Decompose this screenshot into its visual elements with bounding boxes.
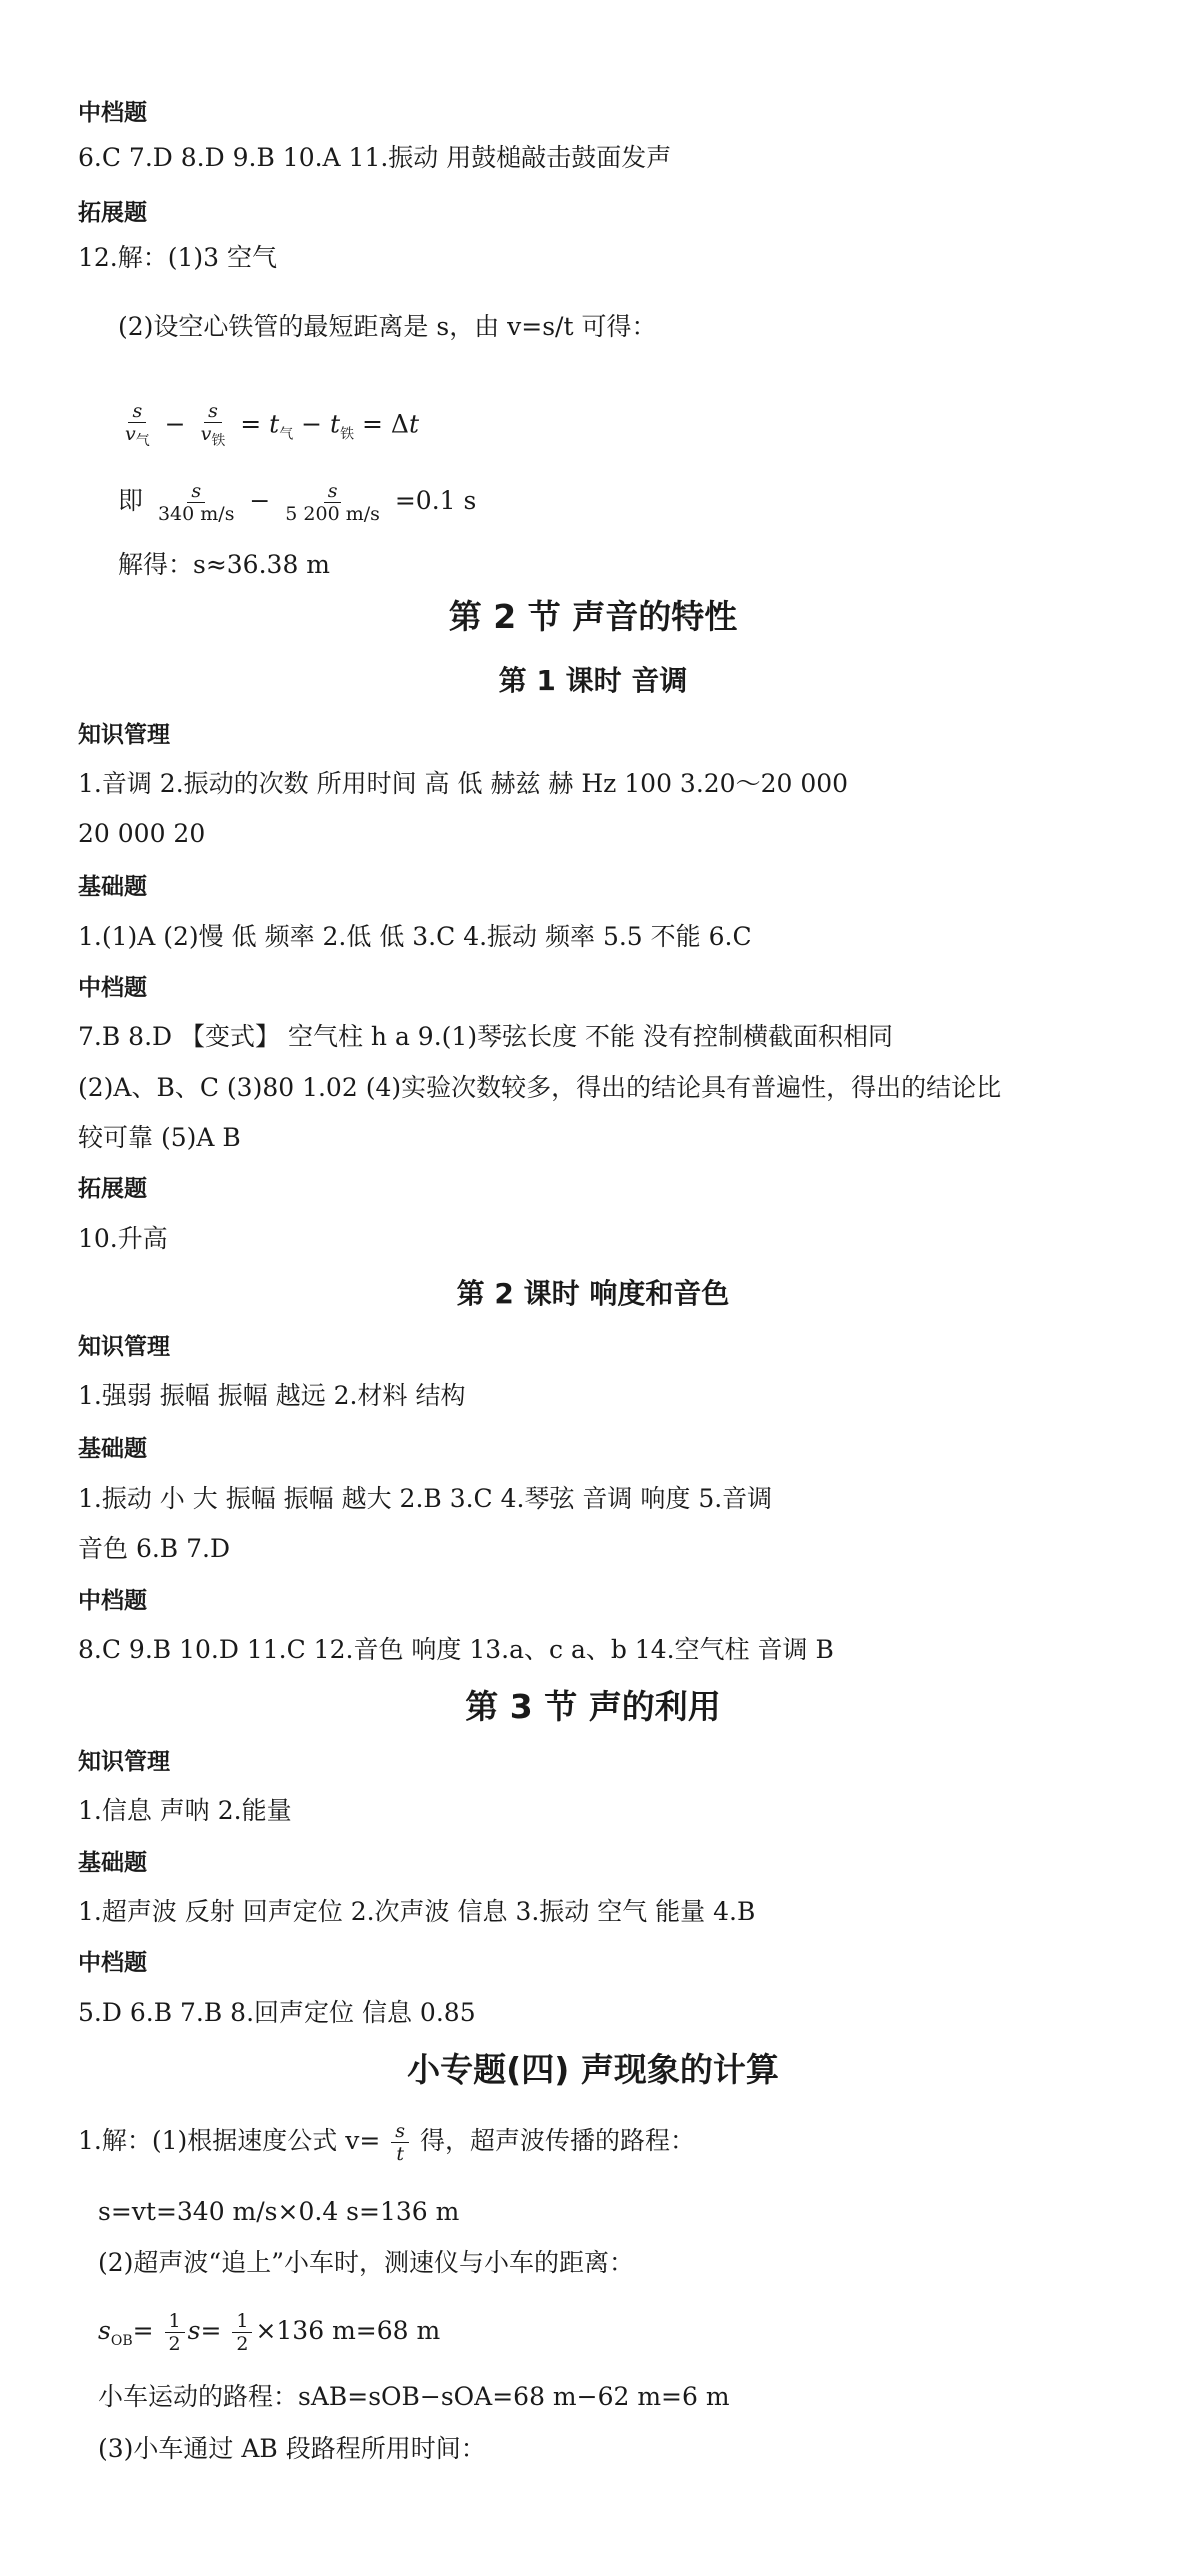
formula-line: $s_{OB}=$ $\frac{1}{2}$ s= $\frac{1}{2}$ ×136 m=68 m [98, 2310, 441, 2355]
answer-line: 20 000 20 [78, 819, 206, 848]
section-title: 小专题(四) 声现象的计算 [407, 2050, 779, 2089]
answer-line: 12.解：(1)3 空气 [78, 243, 278, 272]
section-title: 第 2 节 声音的特性 [448, 597, 738, 636]
answer-line: (2)A、B、C (3)80 1.02 (4)实验次数较多，得出的结论具有普遍性，得出的结论比 [78, 1073, 1002, 1102]
section-title: 第 3 节 声的利用 [465, 1687, 721, 1726]
answer-line: 6.C 7.D 8.D 9.B 10.A 11.振动 用鼓槌敲击鼓面发声 [78, 143, 672, 172]
fraction-s-340: $\frac{s}{340 m/s}$ [157, 480, 235, 525]
answer-line: 1.音调 2.振动的次数 所用时间 高 低 赫兹 赫 Hz 100 3.20～20 000 [78, 769, 849, 798]
fraction-half: $\frac{1}{2}$ [165, 2310, 185, 2355]
heading-medium: 中档题 [78, 975, 147, 1001]
lesson-title: 第 1 课时 音调 [498, 664, 688, 697]
heading-knowledge: 知识管理 [78, 1749, 170, 1775]
heading-medium: 中档题 [78, 1588, 147, 1614]
answer-line: 1.(1)A (2)慢 低 频率 2.低 低 3.C 4.振动 频率 5.5 不能 6.C [78, 922, 752, 951]
lesson-title: 第 2 课时 响度和音色 [456, 1277, 730, 1310]
heading-extension: 拓展题 [78, 200, 147, 226]
formula-line: (2)超声波“追上”小车时，测速仪与小车的距离： [98, 2248, 634, 2277]
heading-knowledge: 知识管理 [78, 1334, 170, 1360]
answer-line: 1.超声波 反射 回声定位 2.次声波 信息 3.振动 空气 能量 4.B [78, 1897, 756, 1926]
formula-line: 即 $\frac{s}{340 m/s}$ − $\frac{s}{5 200 m/s}$ =0.1 s [118, 480, 477, 525]
heading-medium: 中档题 [78, 100, 147, 126]
answer-line: 1.强弱 振幅 振幅 越远 2.材料 结构 [78, 1381, 466, 1410]
formula-line: 小车运动的路程：sAB=sOB−sOA=68 m−62 m=6 m [98, 2382, 730, 2411]
formula-line: (3)小车通过 AB 段路程所用时间： [98, 2434, 486, 2463]
fraction-s-viron: $\frac{s}{v_铁}$ [200, 400, 226, 449]
fraction-s-vair: $\frac{s}{v_气}$ [125, 400, 150, 449]
formula-line: $\frac{s}{v_气}$ − $\frac{s}{v_铁}$ = $t_气 - t_铁 = \Delta t$ [118, 400, 419, 452]
heading-extension: 拓展题 [78, 1176, 147, 1202]
heading-basic: 基础题 [78, 874, 147, 900]
answer-line: 1.振动 小 大 振幅 振幅 越大 2.B 3.C 4.琴弦 音调 响度 5.音调 [78, 1484, 773, 1513]
heading-basic: 基础题 [78, 1436, 147, 1462]
formula-line: (2)设空心铁管的最短距离是 s，由 v=s/t 可得： [118, 312, 657, 341]
heading-basic: 基础题 [78, 1850, 147, 1876]
heading-knowledge: 知识管理 [78, 722, 170, 748]
answer-line: 10.升高 [78, 1224, 168, 1253]
answer-line: 7.B 8.D 【变式】 空气柱 h a 9.(1)琴弦长度 不能 没有控制横截面积相同 [78, 1022, 893, 1051]
answer-line: 5.D 6.B 7.B 8.回声定位 信息 0.85 [78, 1998, 476, 2027]
fraction-s-5200: $\frac{s}{5 200 m/s}$ [285, 480, 380, 525]
answer-line: 1.信息 声呐 2.能量 [78, 1796, 292, 1825]
answer-line: 较可靠 (5)A B [78, 1123, 241, 1152]
answer-line: 音色 6.B 7.D [78, 1534, 231, 1563]
formula-line: 解得：s≈36.38 m [118, 550, 330, 579]
heading-medium: 中档题 [78, 1950, 147, 1976]
answer-line: 1.解：(1)根据速度公式 v= $\frac{s}{t}$ 得，超声波传播的路程： [78, 2120, 695, 2165]
fraction-half: $\frac{1}{2}$ [232, 2310, 252, 2355]
answer-line: 8.C 9.B 10.D 11.C 12.音色 响度 13.a、c a、b 14.空气柱 音调 B [78, 1635, 834, 1664]
fraction-s-t: $\frac{s}{t}$ [391, 2120, 409, 2165]
formula-line: s=vt=340 m/s×0.4 s=136 m [98, 2197, 460, 2226]
